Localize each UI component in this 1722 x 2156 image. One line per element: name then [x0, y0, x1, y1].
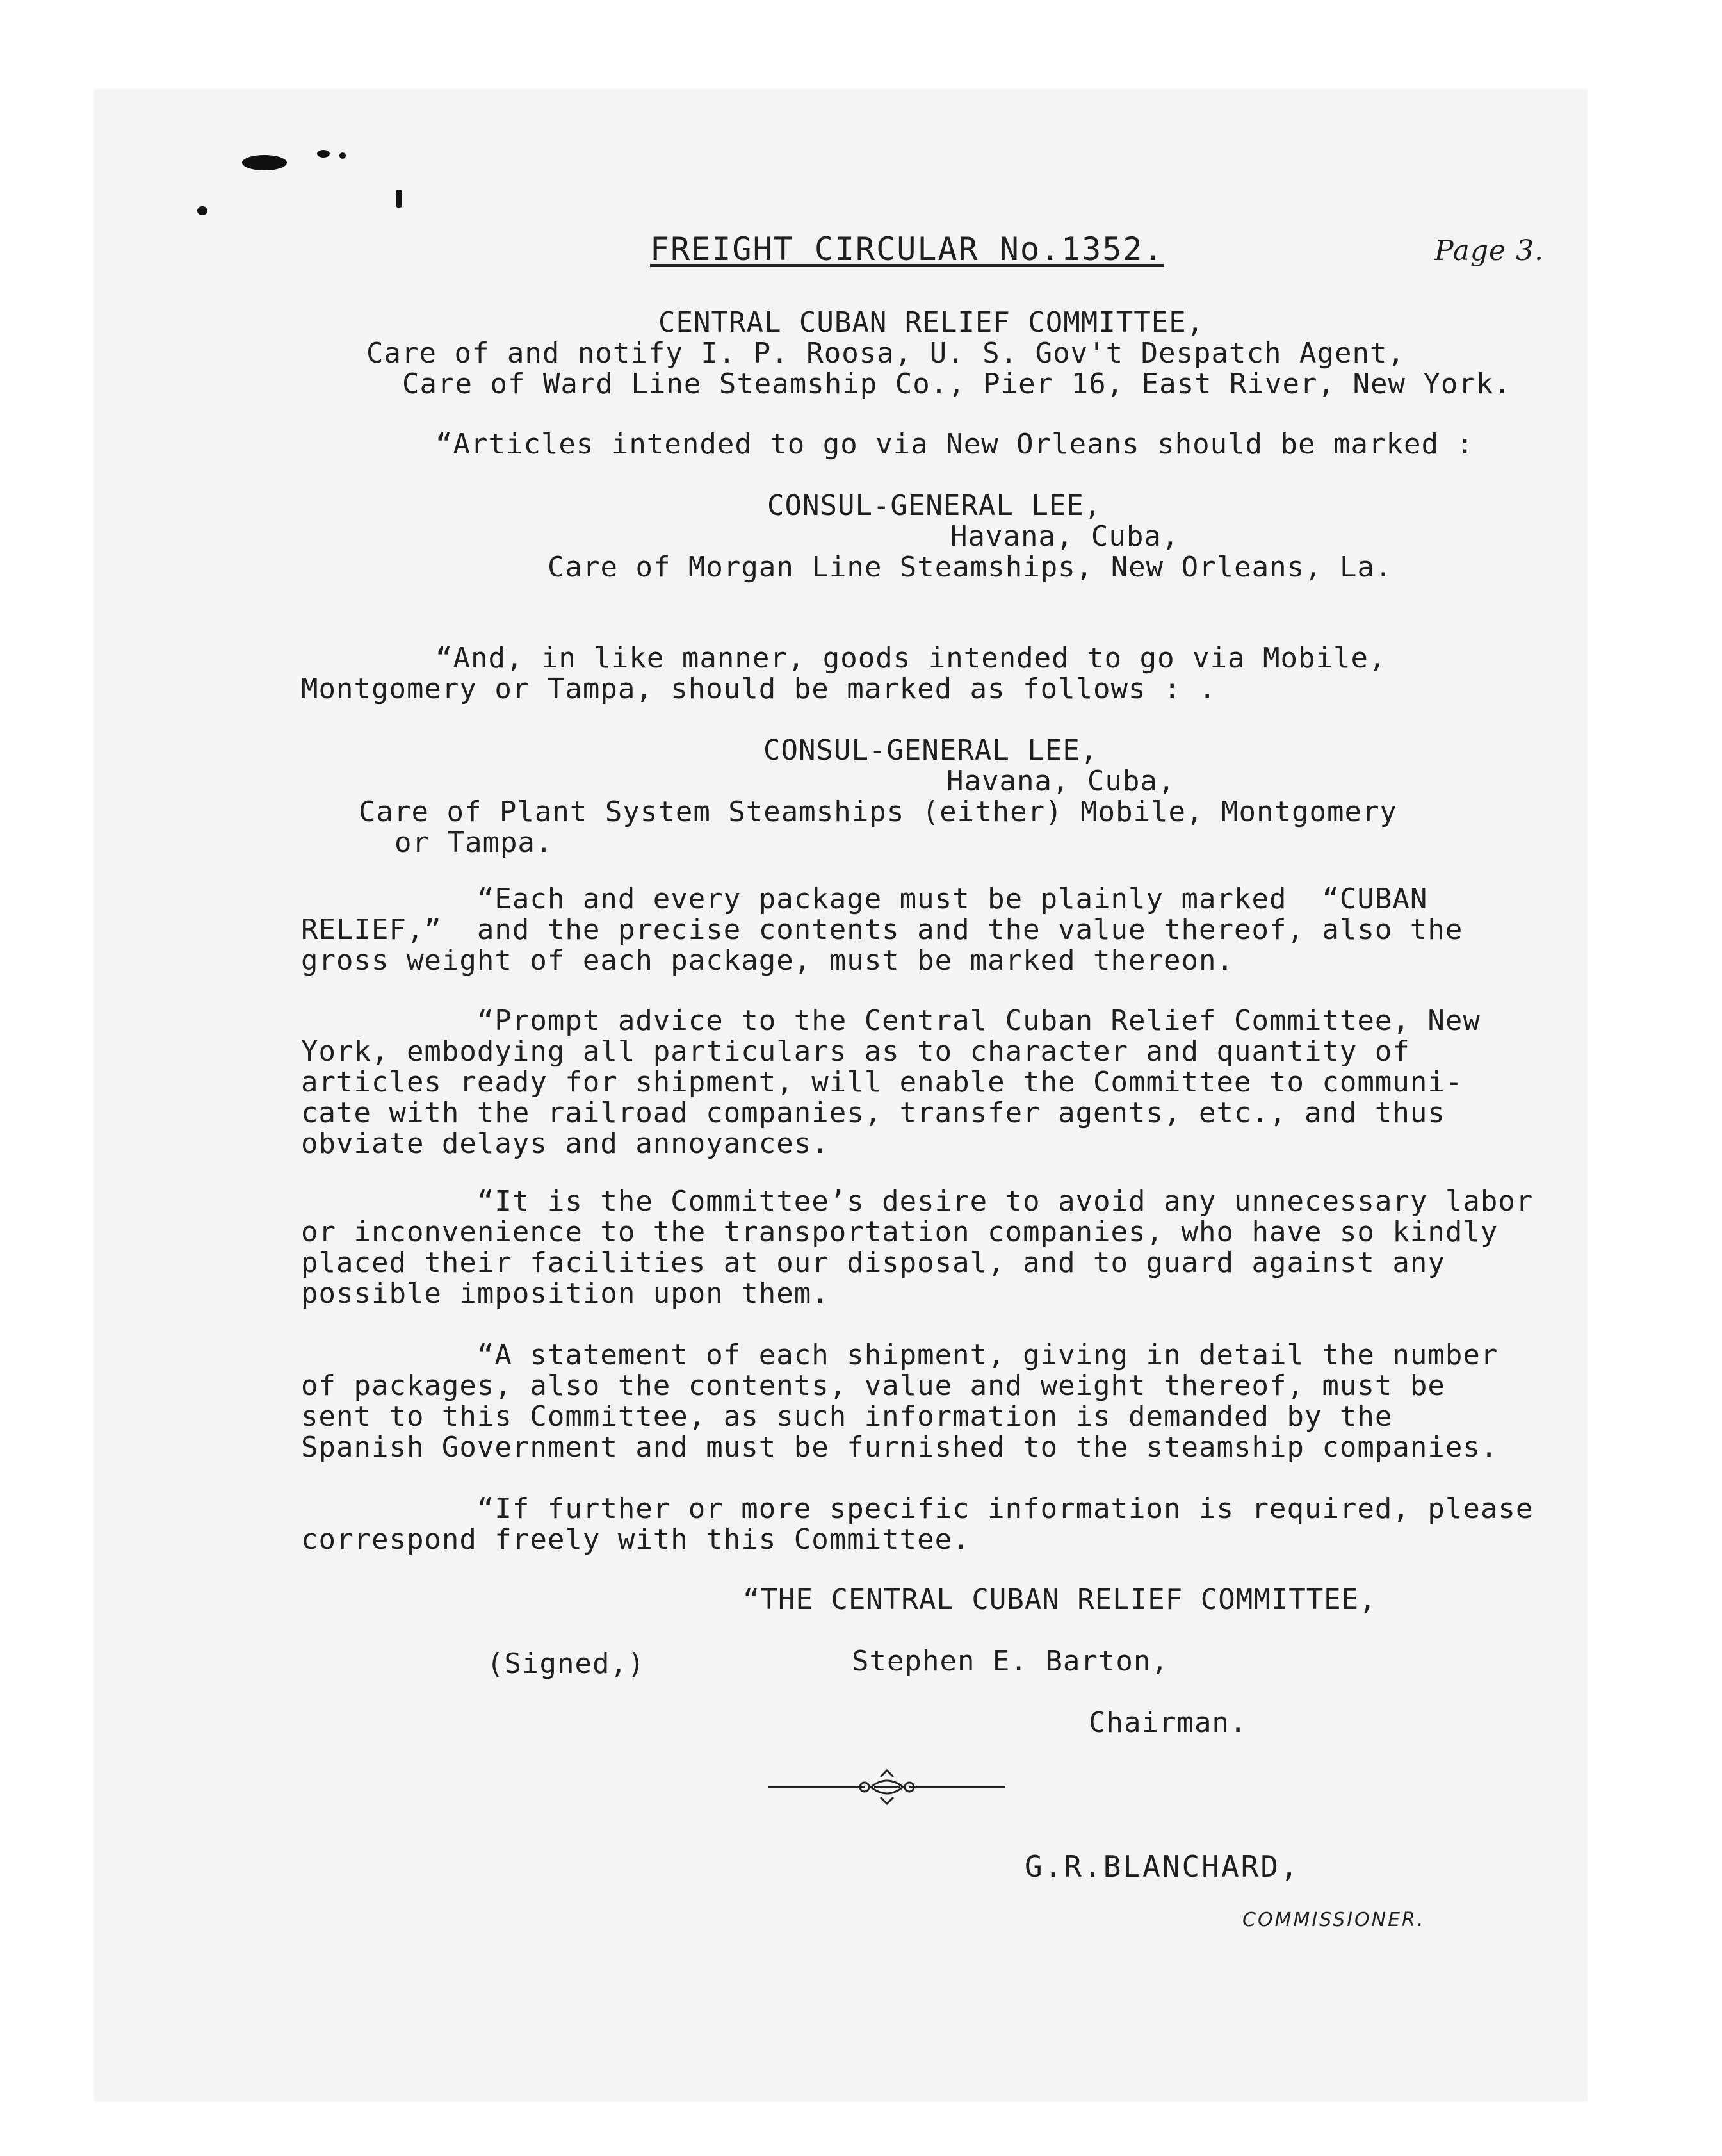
ornamental-divider [768, 1768, 1005, 1806]
closing-committee: “THE CENTRAL CUBAN RELIEF COMMITTEE, [743, 1583, 1377, 1616]
intro-mobile-line-2: Montgomery or Tampa, should be marked as follows : . [301, 673, 1217, 705]
address-2-line-1: CONSUL-GENERAL LEE, [767, 489, 1102, 522]
page-title: FREIGHT CIRCULAR No.1352. [650, 231, 1164, 268]
paragraph-prompt-advice: “Prompt advice to the Central Cuban Relief Committee, New York, embodying all particulars as to character and quantity of articles ready for shipment, will enable the Committee to communi- cate with the railroad companies, transfer agents, etc., and thus obviate delays and annoyances. [301, 1004, 1481, 1160]
paragraph-cuban-relief-marking: “Each and every package must be plainly marked “CUBAN RELIEF,” and the precise contents and the value thereof, also the gross weight of each package, must be marked thereon. [301, 883, 1463, 977]
paragraph-statement-of-shipment: “A statement of each shipment, giving in detail the number of packages, also the contents, value and weight thereof, must be sent to this Committee, as such information is demanded by the Spanish Government and must be furnished to the steamship companies. [301, 1339, 1499, 1464]
intro-mobile-line-1: “And, in like manner, goods intended to go via Mobile, [435, 642, 1386, 674]
ink-blot [396, 190, 402, 208]
signer-name: Stephen E. Barton, [852, 1645, 1169, 1678]
address-2-line-3: Care of Morgan Line Steamships, New Orleans, La. [548, 551, 1393, 584]
commissioner-title: COMMISSIONER. [1242, 1909, 1426, 1931]
paragraph-committee-desire: “It is the Committee’s desire to avoid any unnecessary labor or inconvenience to the transportation companies, who have so kindly placed their facilities at our disposal, and to guard against any possible imposition upon them. [301, 1185, 1534, 1310]
ink-blot [197, 206, 207, 215]
commissioner-name: G.R.BLANCHARD, [1025, 1849, 1300, 1884]
address-2-line-2: Havana, Cuba, [950, 520, 1180, 553]
address-3-line-2: Havana, Cuba, [946, 765, 1176, 797]
address-3-line-4: or Tampa. [394, 826, 553, 859]
address-3-line-3: Care of Plant System Steamships (either) Mobile, Montgomery [359, 796, 1397, 828]
page-number: Page 3. [1434, 234, 1545, 267]
paragraph-further-information: “If further or more specific information is required, please correspond freely with this Committee. [301, 1492, 1534, 1556]
ink-blot [339, 152, 346, 159]
address-1-line-3: Care of Ward Line Steamship Co., Pier 16, East River, New York. [402, 368, 1511, 400]
signer-title: Chairman. [1089, 1706, 1247, 1739]
signed-label: (Signed,) [487, 1647, 646, 1680]
address-3-line-1: CONSUL-GENERAL LEE, [763, 734, 1098, 767]
address-1-line-1: CENTRAL CUBAN RELIEF COMMITTEE, [658, 306, 1205, 339]
ink-blot [317, 150, 330, 158]
intro-new-orleans: “Articles intended to go via New Orleans should be marked : [435, 428, 1474, 461]
ink-blot [242, 155, 287, 170]
address-1-line-2: Care of and notify I. P. Roosa, U. S. Gov't Despatch Agent, [366, 337, 1405, 370]
